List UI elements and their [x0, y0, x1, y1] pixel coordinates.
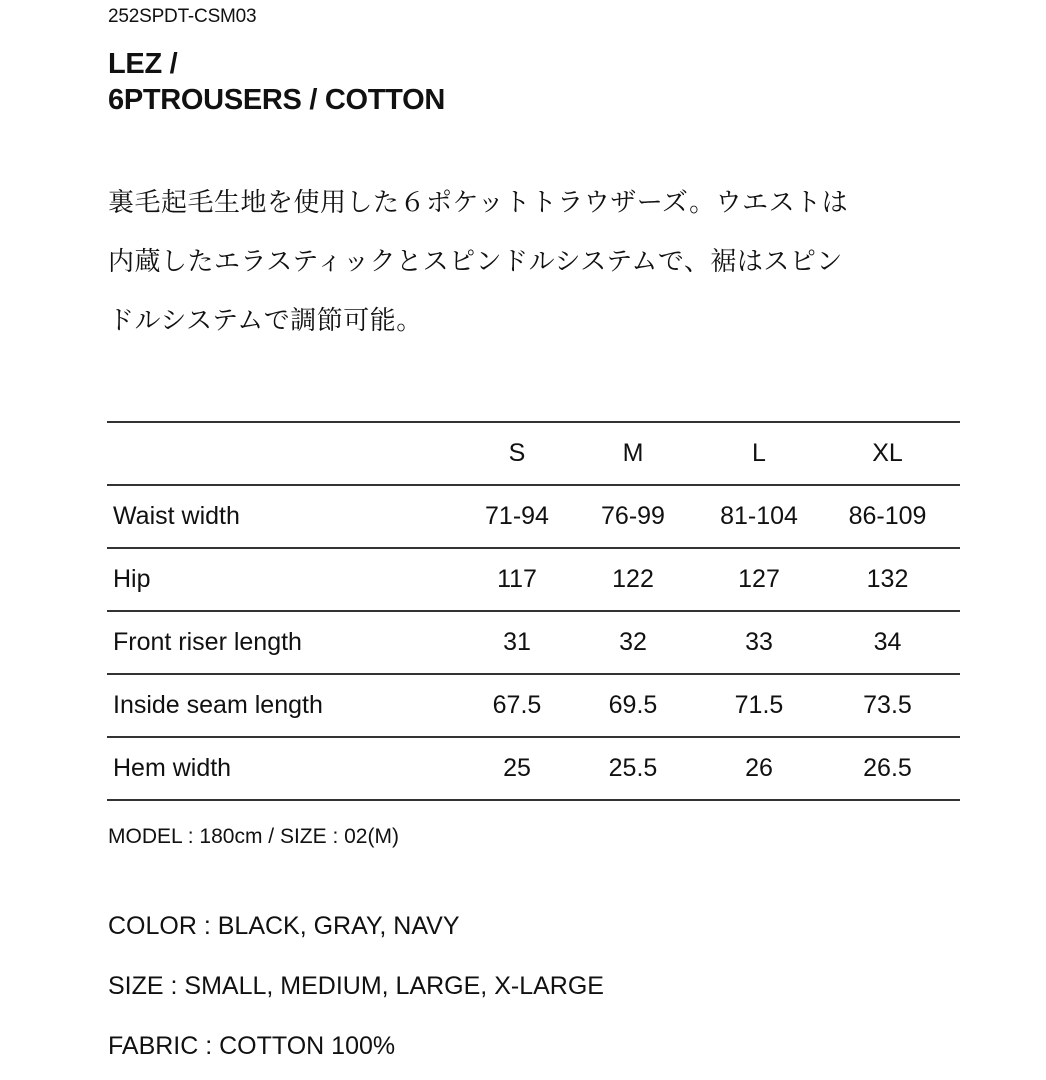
cell-value: 86-109 — [815, 485, 960, 548]
description-line: ドルシステムで調節可能。 — [108, 306, 423, 336]
cell-value: 33 — [703, 611, 815, 674]
cell-value: 117 — [471, 548, 563, 611]
product-title-line-2: 6PTROUSERS / COTTON — [108, 84, 445, 116]
cell-value: 76-99 — [563, 485, 703, 548]
description-line: 内蔵したエラスティックとスピンドルシステムで、裾はスピン — [108, 247, 843, 277]
table-row — [107, 674, 960, 737]
header-size-s: S — [471, 422, 563, 485]
row-label: Inside seam length — [107, 674, 471, 737]
spec-size: SIZE : SMALL, MEDIUM, LARGE, X-LARGE — [108, 972, 604, 1000]
size-header-row — [107, 422, 960, 485]
cell-value: 71-94 — [471, 485, 563, 548]
spec-color: COLOR : BLACK, GRAY, NAVY — [108, 912, 460, 940]
cell-value: 81-104 — [703, 485, 815, 548]
product-title — [108, 46, 445, 118]
cell-value: 73.5 — [815, 674, 960, 737]
cell-value: 127 — [703, 548, 815, 611]
row-label: Front riser length — [107, 611, 471, 674]
product-title-line-1: LEZ / — [108, 48, 178, 80]
cell-value: 71.5 — [703, 674, 815, 737]
cell-value: 31 — [471, 611, 563, 674]
model-note: MODEL : 180cm / SIZE : 02(M) — [108, 825, 399, 848]
table-row — [107, 485, 960, 548]
cell-value: 32 — [563, 611, 703, 674]
cell-value: 122 — [563, 548, 703, 611]
header-blank — [107, 422, 471, 485]
cell-value: 132 — [815, 548, 960, 611]
description-line: 裏毛起毛生地を使用した６ポケットトラウザーズ。ウエストは — [108, 188, 849, 218]
product-description — [108, 174, 968, 351]
cell-value: 34 — [815, 611, 960, 674]
product-code: 252SPDT-CSM03 — [108, 6, 257, 27]
row-label: Hem width — [107, 737, 471, 800]
cell-value: 26.5 — [815, 737, 960, 800]
spec-fabric: FABRIC : COTTON 100% — [108, 1032, 396, 1060]
table-row — [107, 548, 960, 611]
cell-value: 69.5 — [563, 674, 703, 737]
header-size-m: M — [563, 422, 703, 485]
cell-value: 67.5 — [471, 674, 563, 737]
table-row — [107, 611, 960, 674]
cell-value: 25.5 — [563, 737, 703, 800]
cell-value: 26 — [703, 737, 815, 800]
size-chart-table — [107, 421, 960, 801]
row-label: Hip — [107, 548, 471, 611]
table-row — [107, 737, 960, 800]
header-size-l: L — [703, 422, 815, 485]
row-label: Waist width — [107, 485, 471, 548]
header-size-xl: XL — [815, 422, 960, 485]
cell-value: 25 — [471, 737, 563, 800]
